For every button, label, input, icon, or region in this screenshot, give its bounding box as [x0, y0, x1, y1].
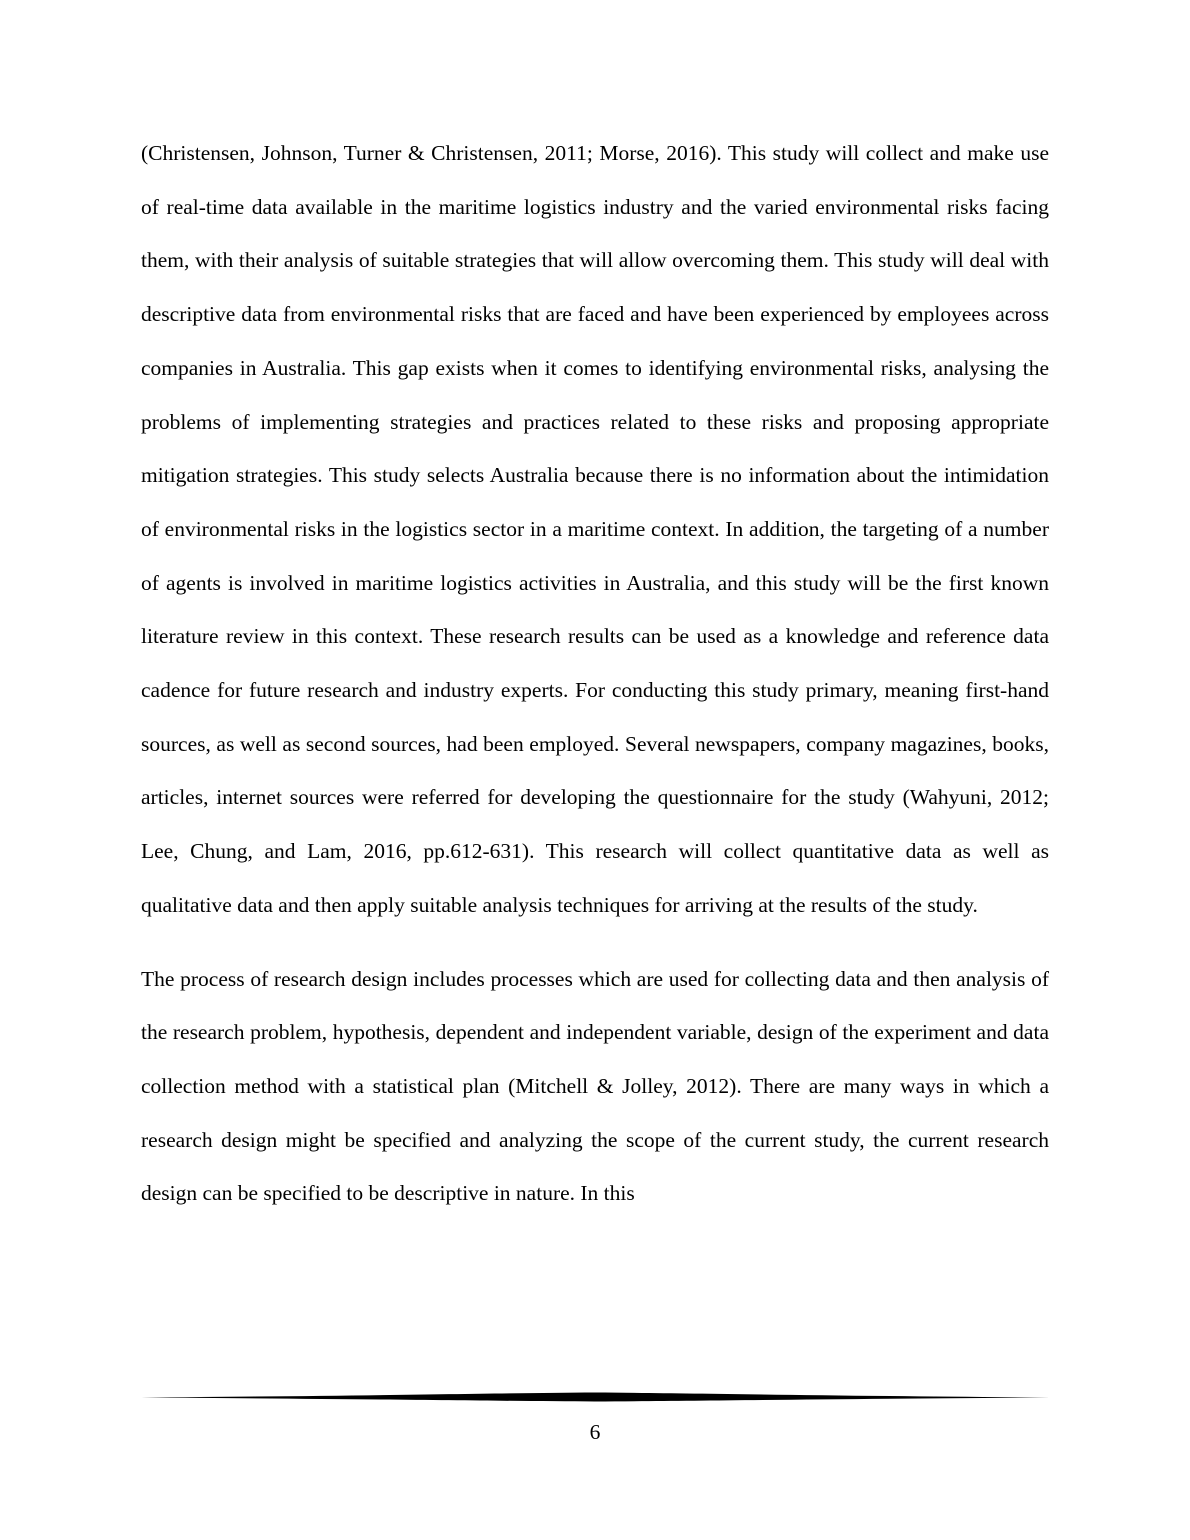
paragraph-1: (Christensen, Johnson, Turner & Christensen, 2011; Morse, 2016). This study will collect and make use of real-time data available in the maritime logistics industry and the varied environmental risks facing them, with their analysis of suitable strategies that will allow overcoming them. This study will deal with descriptive data from environmental risks that are faced and have been experienced by employees across companies in Australia. This gap exists when it comes to identifying environmental risks, analysing the problems of implementing strategies and practices related to these risks and proposing appropriate mitigation strategies. This study selects Australia because there is no information about the intimidation of environmental risks in the logistics sector in a maritime context. In addition, the targeting of a number of agents is involved in maritime logistics activities in Australia, and this study will be the first known literature review in this context. These research results can be used as a knowledge and reference data cadence for future research and industry experts. For conducting this study primary, meaning first-hand sources, as well as second sources, had been employed. Several newspapers, company magazines, books, articles, internet sources were referred for developing the questionnaire for the study (Wahyuni, 2012; Lee, Chung, and Lam, 2016, pp.612-631). This research will collect quantitative data as well as qualitative data and then apply suitable analysis techniques for arriving at the results of the study. — [141, 141, 1049, 917]
footer-divider — [141, 1391, 1050, 1405]
paragraph-2: The process of research design includes processes which are used for collecting data and then analysis of the research problem, hypothesis, dependent and independent variable, design of the experiment and data collection method with a statistical plan (Mitchell & Jolley, 2012). There are many ways in which a research design might be specified and analyzing the scope of the current study, the current research design can be specified to be descriptive in nature. In this — [141, 966, 1049, 1206]
page-number: 6 — [589, 1420, 601, 1444]
body-text — [141, 127, 1049, 1221]
